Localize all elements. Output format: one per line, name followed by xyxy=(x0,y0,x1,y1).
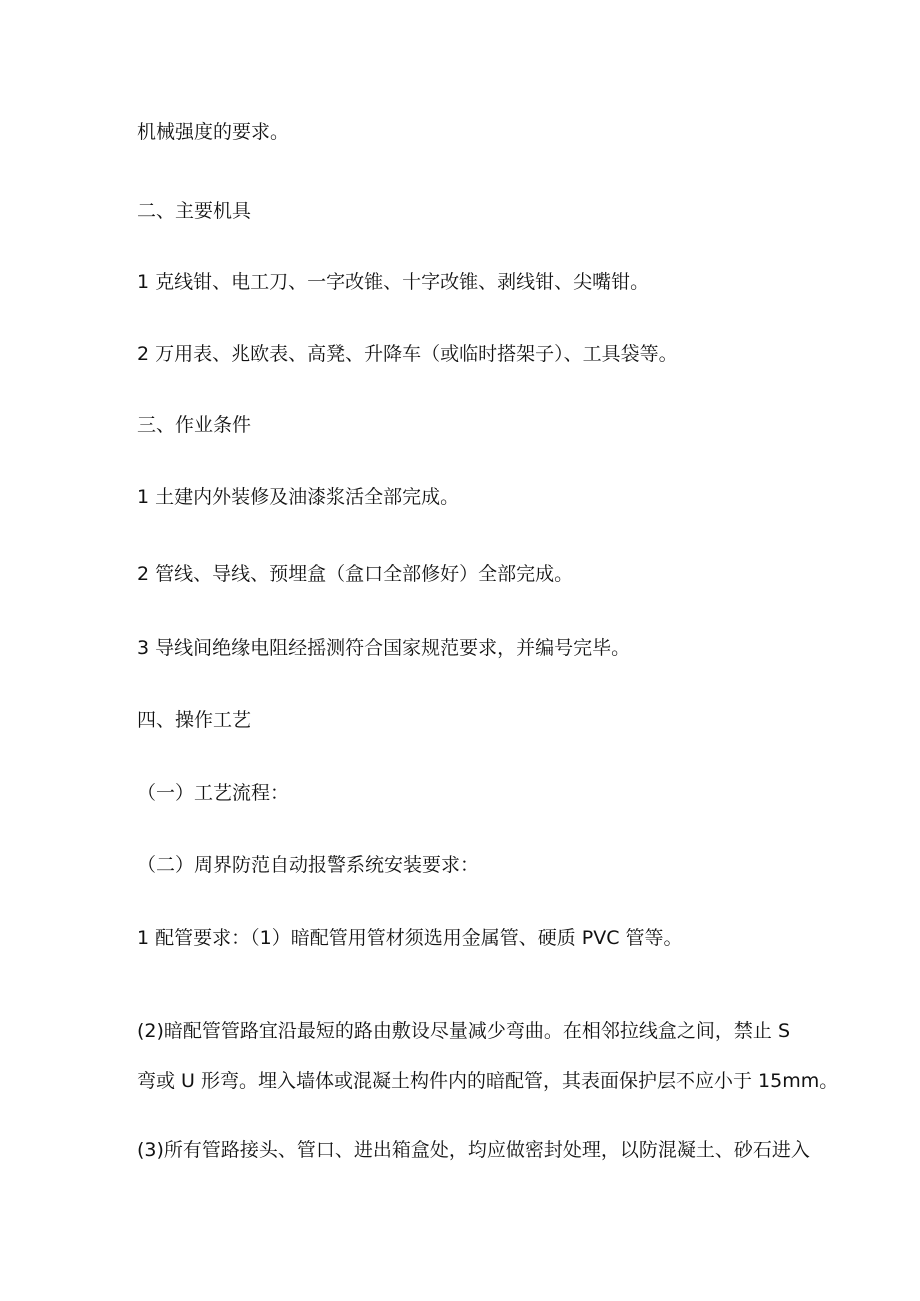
heading-work-conditions: 三、作业条件 xyxy=(137,414,252,436)
text-line-strength-requirement: 机械强度的要求。 xyxy=(137,121,290,143)
paragraph-conduit-3-line-1: (3)所有管路接头、管口、进出箱盒处，均应做密封处理，以防混凝土、砂石进入 xyxy=(137,1139,810,1161)
list-item-tools-2: 2 万用表、兆欧表、高凳、升降车（或临时搭架子）、工具袋等。 xyxy=(137,343,678,365)
list-item-condition-2: 2 管线、导线、预埋盒（盒口全部修好）全部完成。 xyxy=(137,563,574,585)
paragraph-conduit-2-line-2: 弯或 U 形弯。埋入墙体或混凝土构件内的暗配管，其表面保护层不应小于 15mm。 xyxy=(137,1070,839,1092)
heading-operation-process: 四、操作工艺 xyxy=(137,709,252,731)
subheading-process-flow: （一）工艺流程： xyxy=(137,782,290,804)
heading-main-tools: 二、主要机具 xyxy=(137,200,252,222)
paragraph-conduit-2-line-1: (2)暗配管管路宜沿最短的路由敷设尽量减少弯曲。在相邻拉线盒之间，禁止 S xyxy=(137,1020,791,1042)
subheading-alarm-installation: （二）周界防范自动报警系统安装要求： xyxy=(137,854,480,876)
list-item-condition-3: 3 导线间绝缘电阻经摇测符合国家规范要求，并编号完毕。 xyxy=(137,637,631,659)
list-item-tools-1: 1 克线钳、电工刀、一字改锥、十字改锥、剥线钳、尖嘴钳。 xyxy=(137,271,650,293)
list-item-conduit-1: 1 配管要求：（1）暗配管用管材须选用金属管、硬质 PVC 管等。 xyxy=(137,927,683,949)
list-item-condition-1: 1 土建内外装修及油漆浆活全部完成。 xyxy=(137,486,460,508)
